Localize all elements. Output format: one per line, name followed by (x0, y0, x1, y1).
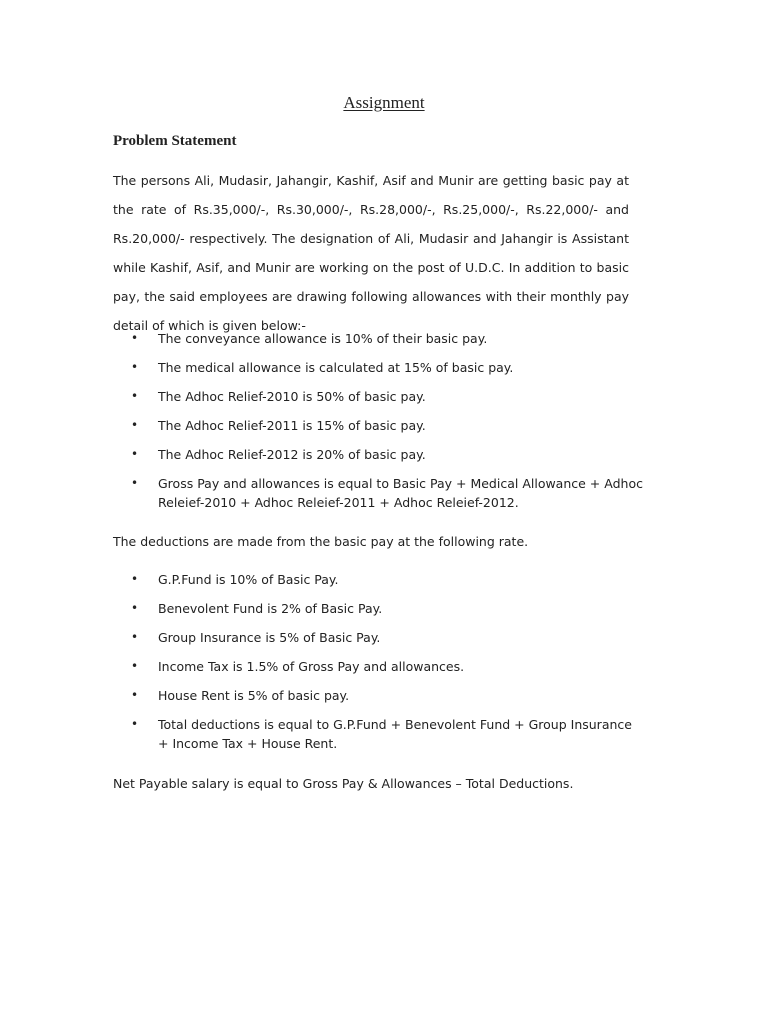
list-item (113, 358, 643, 377)
list-item-text: The medical allowance is calculated at 15% of basic pay. (158, 360, 514, 375)
allowances-list (113, 329, 643, 522)
bullet-icon: • (131, 331, 139, 345)
list-item-text: Gross Pay and allowances is equal to Basic Pay + Medical Allowance + Adhoc Releief-2010 + Adhoc Releief-2011 + Adhoc Releief-2012. (158, 476, 643, 510)
bullet-icon: • (131, 476, 139, 490)
bullet-icon: • (131, 572, 139, 586)
list-item-text: Group Insurance is 5% of Basic Pay. (158, 630, 381, 645)
intro-paragraph: The persons Ali, Mudasir, Jahangir, Kashif, Asif and Munir are getting basic pay at the rate of Rs.35,000/-, Rs.30,000/-, Rs.28,000/-, Rs.25,000/-, Rs.22,000/- and Rs.20,000/- respectively. The designation of Ali, Mudasir and Jahangir is Assistant while Kashif, Asif, and Munir are working on the post of U.D.C. In addition to basic pay, the said employees are drawing following allowances with their monthly pay detail of which is given below:- (113, 173, 629, 333)
bullet-icon: • (131, 717, 139, 731)
list-item (113, 416, 643, 435)
bullet-icon: • (131, 688, 139, 702)
list-item-text: Benevolent Fund is 2% of Basic Pay. (158, 601, 383, 616)
deductions-intro: The deductions are made from the basic pay at the following rate. (113, 534, 529, 549)
bullet-icon: • (131, 418, 139, 432)
list-item (113, 570, 643, 589)
problem-statement-heading: Problem Statement (113, 133, 237, 149)
list-item-text: The Adhoc Relief-2011 is 15% of basic pay. (158, 418, 426, 433)
list-item (113, 599, 643, 618)
list-item (113, 657, 643, 676)
list-item (113, 445, 643, 464)
document-title (0, 92, 768, 114)
deductions-list (113, 570, 643, 763)
bullet-icon: • (131, 601, 139, 615)
list-item-text: Total deductions is equal to G.P.Fund + Benevolent Fund + Group Insurance + Income Tax + House Rent. (158, 717, 632, 751)
list-item-text: The conveyance allowance is 10% of their basic pay. (158, 331, 488, 346)
list-item (113, 387, 643, 406)
bullet-icon: • (131, 630, 139, 644)
list-item-text: The Adhoc Relief-2012 is 20% of basic pay. (158, 447, 426, 462)
list-item-text: The Adhoc Relief-2010 is 50% of basic pay. (158, 389, 426, 404)
net-payable-paragraph: Net Payable salary is equal to Gross Pay & Allowances – Total Deductions. (113, 776, 574, 791)
title-text: Assignment (343, 93, 425, 112)
list-item (113, 686, 643, 705)
bullet-icon: • (131, 360, 139, 374)
list-item (113, 329, 643, 348)
list-item (113, 474, 643, 512)
list-item-text: G.P.Fund is 10% of Basic Pay. (158, 572, 339, 587)
bullet-icon: • (131, 659, 139, 673)
bullet-icon: • (131, 389, 139, 403)
bullet-icon: • (131, 447, 139, 461)
list-item (113, 715, 643, 753)
list-item (113, 628, 643, 647)
list-item-text: House Rent is 5% of basic pay. (158, 688, 350, 703)
list-item-text: Income Tax is 1.5% of Gross Pay and allowances. (158, 659, 465, 674)
